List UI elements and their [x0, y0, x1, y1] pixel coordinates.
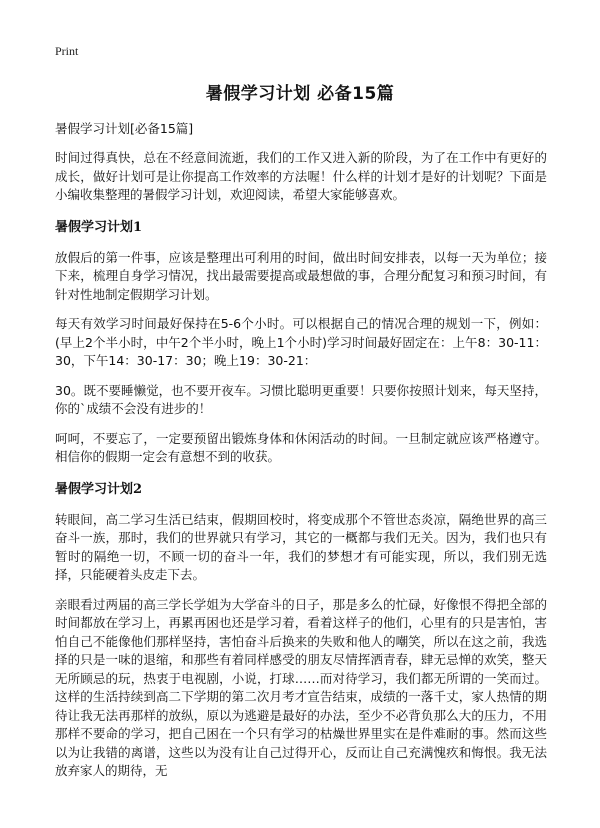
section-paragraph: 30。既不要睡懒觉，也不要开夜车。习惯比聪明更重要！只要你按照计划来，每天坚持，你的`成绩不会没有进步的！ — [55, 382, 547, 416]
section-paragraph: 转眼间，高二学习生活已结束，假期回校时，将变成那个不管世态炎凉，隔绝世界的高三奋斗一族，那时，我们的世界就只有学习，其它的一概都与我们无关。因为，我们也只有暂时的隔绝一切，不顾一切的奋斗一年，我们的梦想才有可能实现，所以，我们别无选择，只能硬着头皮走下去。 — [55, 511, 547, 582]
document-body — [55, 120, 547, 792]
section-paragraph: 每天有效学习时间最好保持在5-6个小时。可以根据自己的情况合理的规划一下，例如：(早上2个半小时，中午2个半小时，晚上1个小时)学习时间最好固定在：上午8：30-11：30，下午14：30-17：30；晚上19：30-21： — [55, 316, 547, 368]
document-title: 暑假学习计划 必备15篇 — [205, 84, 395, 104]
document-subtitle: 暑假学习计划[必备15篇] — [55, 121, 194, 136]
section-heading: 暑假学习计划2 — [55, 481, 143, 497]
section-paragraph: 放假后的第一件事，应该是整理出可利用的时间，做出时间安排表，以每一天为单位；接下来，梳理自身学习情况，找出最需要提高或最想做的事，合理分配复习和预习时间，有针对性地制定假期学习计划。 — [55, 249, 547, 302]
intro-paragraph: 时间过得真快，总在不经意间流逝，我们的工作又进入新的阶段，为了在工作中有更好的成长，做好计划可是让你提高工作效率的方法喔！什么样的计划才是好的计划呢？下面是小编收集整理的暑假学习计划，欢迎阅读，希望大家能够喜欢。 — [55, 150, 547, 202]
section-heading: 暑假学习计划1 — [55, 219, 143, 235]
section-paragraph: 呵呵，不要忘了，一定要预留出锻炼身体和休闲活动的时间。一旦制定就应该严格遵守。相信你的假期一定会有意想不到的收获。 — [55, 430, 547, 464]
section-paragraph: 亲眼看过两届的高三学长学姐为大学奋斗的日子，那是多么的忙碌，好像恨不得把全部的时间都放在学习上，再累再困也还是学习着，看着这样子的他们，心里有的只是害怕，害怕自己不能像他们那样坚持，害怕奋斗后换来的失败和他人的嘲笑，所以在这之前，我选择的只是一味的退缩，和那些有着同样感受的朋友尽情挥洒青春，肆无忌惮的欢笑，整天无所顾忌的玩，热衷于电视剧，小说，打球……而对待学习，我们都无所谓的一笑而过。这样的生活持续到高二下学期的第二次月考才宣告结束，成绩的一落千丈，家人热情的期待让我无法再那样的放纵，原以为逃避是最好的办法，至少不必背负那么大的压力，不用那样不要命的学习，把自己困在一个只有学习的枯燥世界里实在是件难耐的事。然而这些以为让我错的离谱，这些以为没有让自己过得开心，反而让自己充满愧疚和悔恨。我无法放弃家人的期待，无 — [55, 596, 547, 778]
print-link[interactable]: Print — [55, 44, 79, 58]
